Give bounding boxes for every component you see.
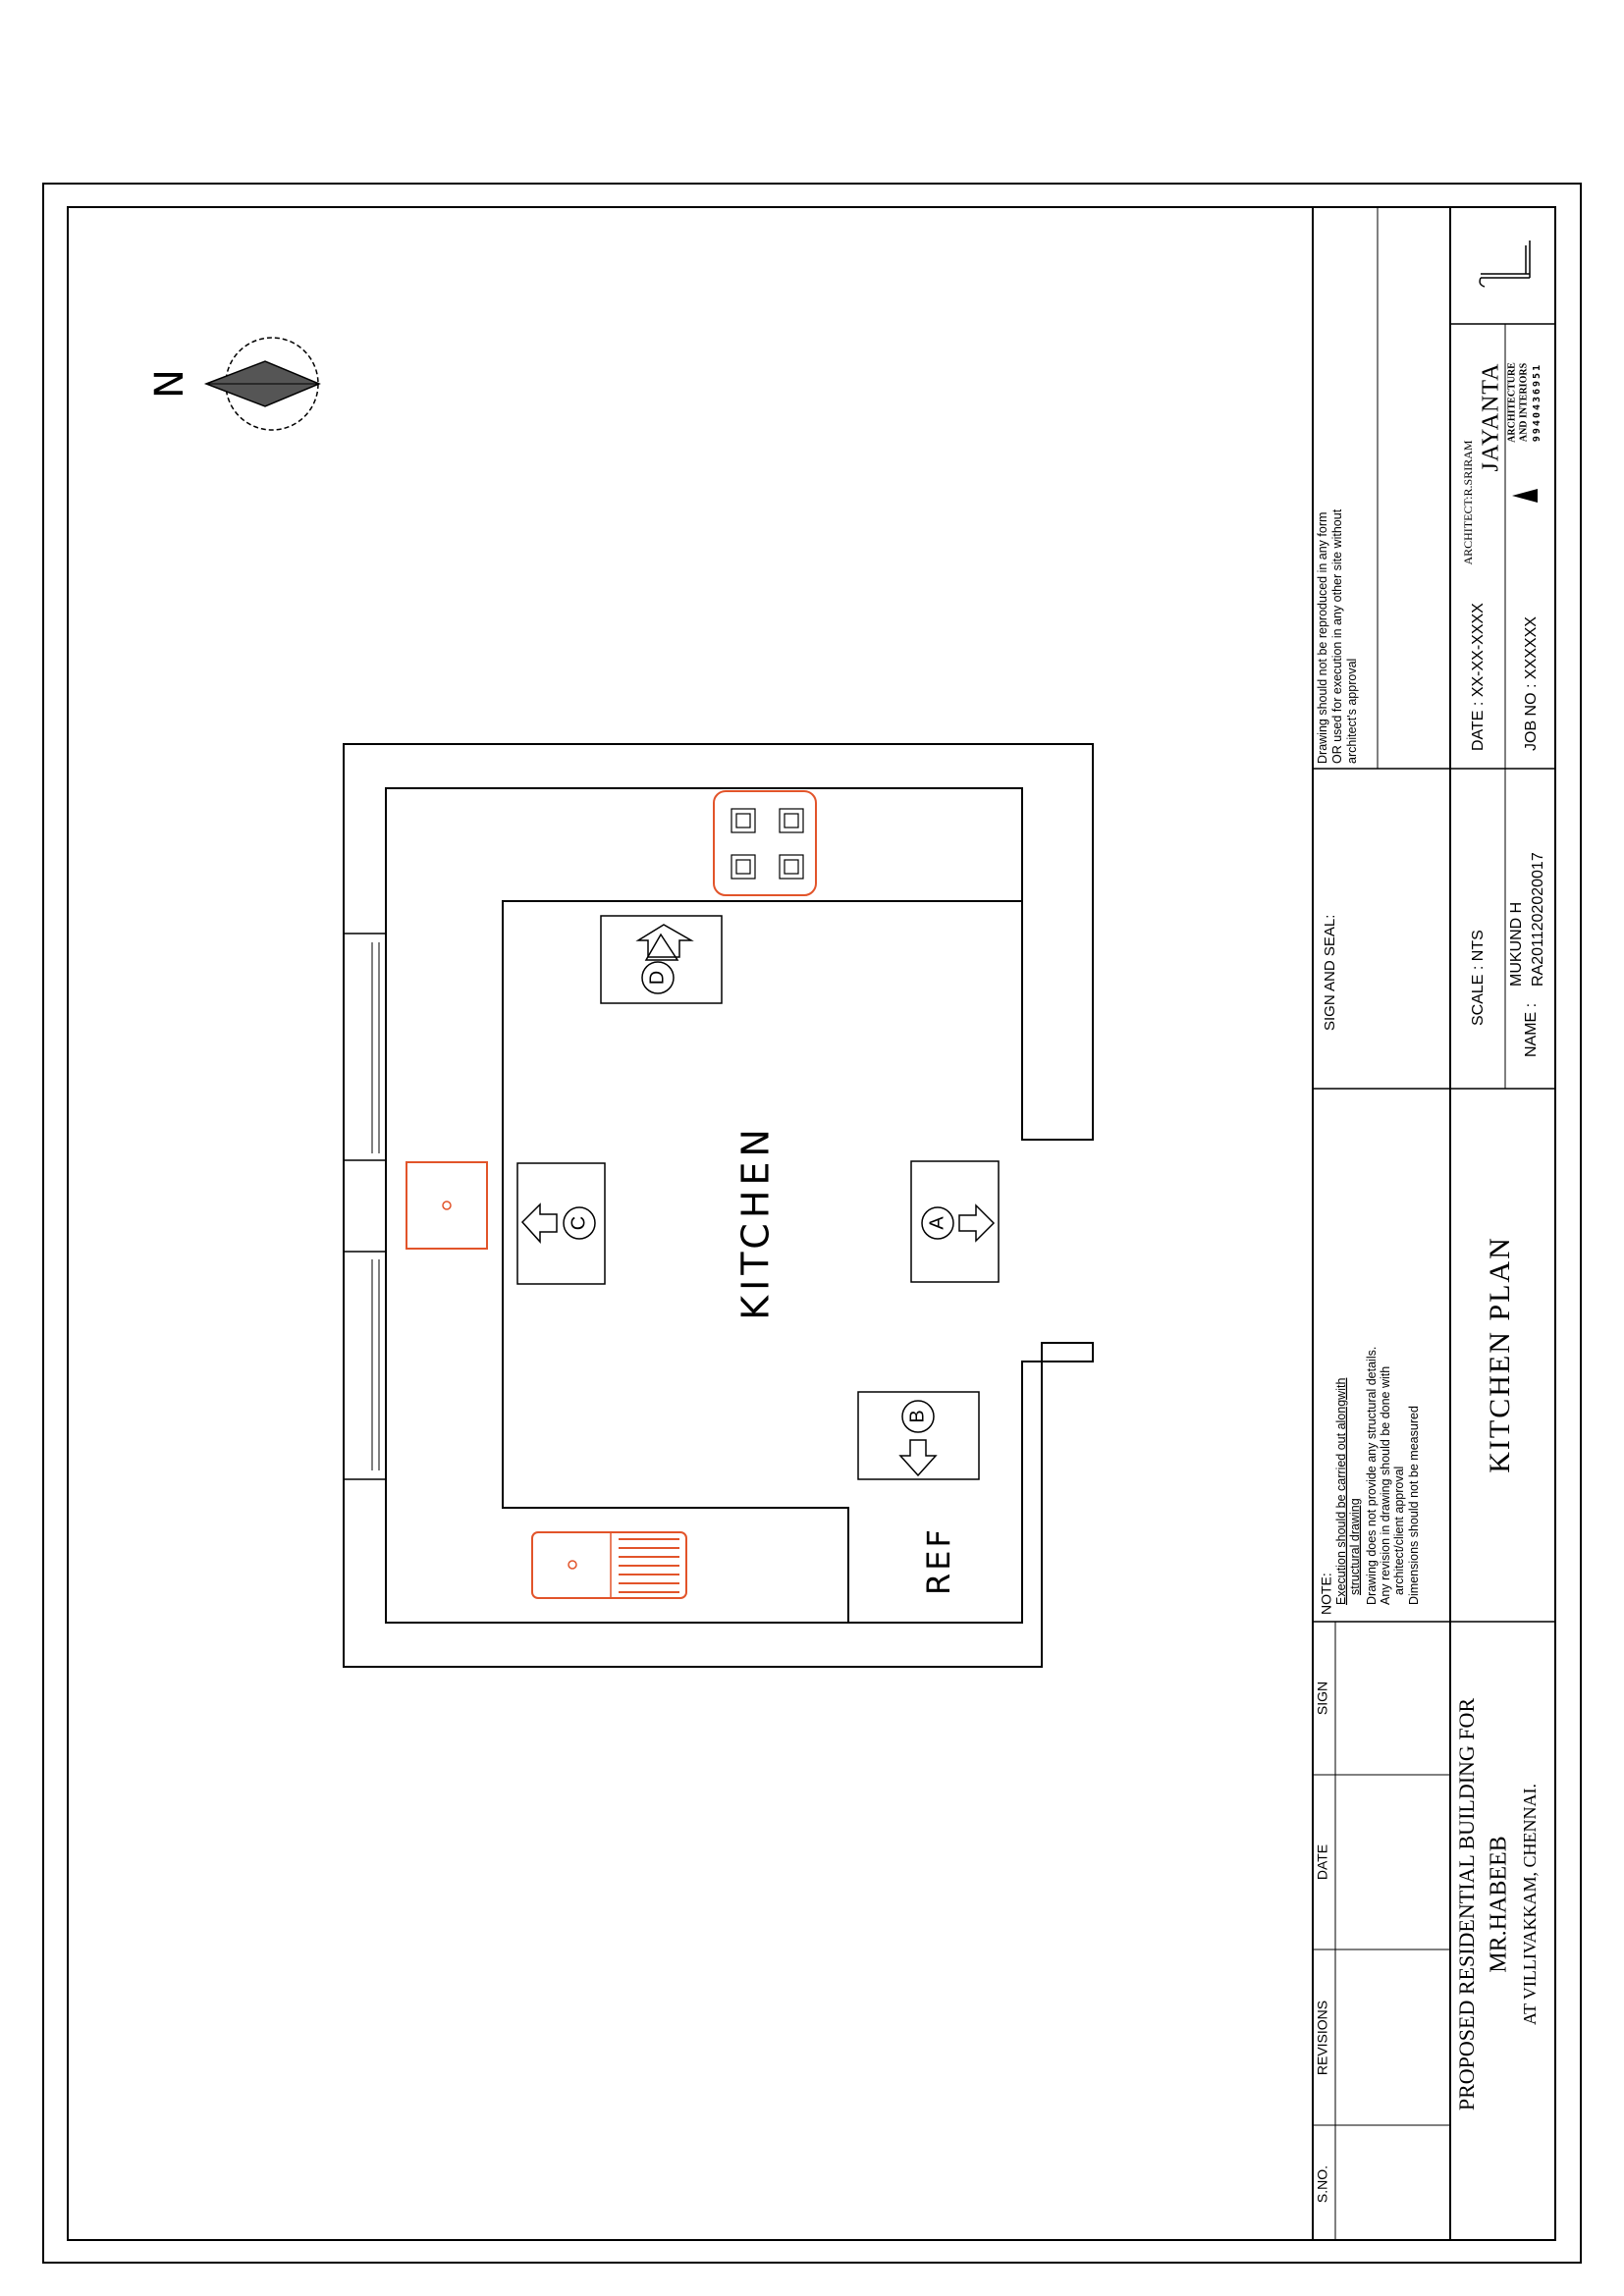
date-text: DATE : XX-XX-XXXX	[1470, 603, 1488, 751]
wash-basin-icon	[406, 1162, 487, 1249]
marker-d-label: D	[646, 970, 669, 986]
marker-c-label: C	[568, 1215, 590, 1231]
room-label: KITCHEN	[733, 1124, 778, 1320]
marker-a-label: A	[926, 1216, 948, 1230]
project-line3: AT VILLIVAKKAM, CHENNAI.	[1520, 1784, 1541, 2025]
view-marker-b	[858, 1392, 979, 1479]
name-value1: MUKUND H	[1508, 901, 1526, 987]
sign-and-seal-label: SIGN AND SEAL:	[1321, 914, 1338, 1031]
name-value2: RA2011202020017	[1530, 852, 1547, 987]
disclaimer-1: Drawing should not be reproduced in any form	[1315, 511, 1329, 764]
job-no-text: JOB NO : XXXXXX	[1523, 616, 1541, 751]
marker-b-label: B	[906, 1410, 929, 1423]
architect-name: ARCHITECT:R.SRIRAM	[1460, 440, 1475, 565]
name-label: NAME :	[1523, 1002, 1541, 1057]
view-marker-a	[911, 1161, 999, 1282]
kitchen-walls	[344, 744, 1093, 1667]
note-4: Dimensions should not be measured	[1406, 1406, 1421, 1605]
scale-text: SCALE : NTS	[1470, 930, 1488, 1026]
north-label: N	[147, 369, 192, 399]
view-marker-d	[601, 916, 722, 1003]
note-1b: structural drawing	[1347, 1498, 1362, 1595]
notes-block	[1318, 1347, 1420, 1615]
disclaimer-3: architect's approval	[1344, 658, 1359, 764]
note-3b: architect/client approval	[1391, 1466, 1406, 1595]
seal-mark-icon	[1480, 240, 1530, 287]
sink-icon	[532, 1532, 686, 1598]
disclaimer-2: OR used for execution in any other site without	[1329, 508, 1344, 764]
outer-border	[43, 184, 1581, 2263]
sheet-title: KITCHEN PLAN	[1483, 1236, 1516, 1473]
title-block	[1313, 207, 1555, 2240]
rev-header-revisions: REVISIONS	[1314, 2000, 1330, 2076]
firm-name: JAYANTA	[1478, 362, 1504, 472]
north-arrow-icon	[147, 338, 319, 430]
note-3a: Any revision in drawing should be done with	[1378, 1365, 1392, 1605]
phone-number: 9940436951	[1532, 362, 1543, 443]
hob-icon	[714, 791, 816, 895]
rev-header-date: DATE	[1314, 1843, 1330, 1881]
note-2: Drawing does not provide any structural details.	[1364, 1346, 1379, 1605]
rev-header-sign: SIGN	[1314, 1681, 1330, 1716]
note-1a: Execution should be carried out alongwith	[1333, 1377, 1348, 1605]
project-line2: MR.HABEEB	[1486, 1836, 1512, 1973]
firm-sub1: ARCHITECTURE	[1506, 362, 1518, 443]
note-title: NOTE:	[1318, 1573, 1334, 1615]
firm-sub2: AND INTERIORS	[1518, 362, 1530, 443]
project-line1: PROPOSED RESIDENTIAL BUILDING FOR	[1454, 1697, 1480, 2111]
view-marker-c	[517, 1163, 605, 1284]
rev-header-sno: S.NO.	[1314, 2164, 1330, 2204]
firm-logo-icon	[1512, 489, 1538, 503]
ref-label: REF	[920, 1526, 957, 1595]
disclaimer-block	[1316, 508, 1359, 764]
